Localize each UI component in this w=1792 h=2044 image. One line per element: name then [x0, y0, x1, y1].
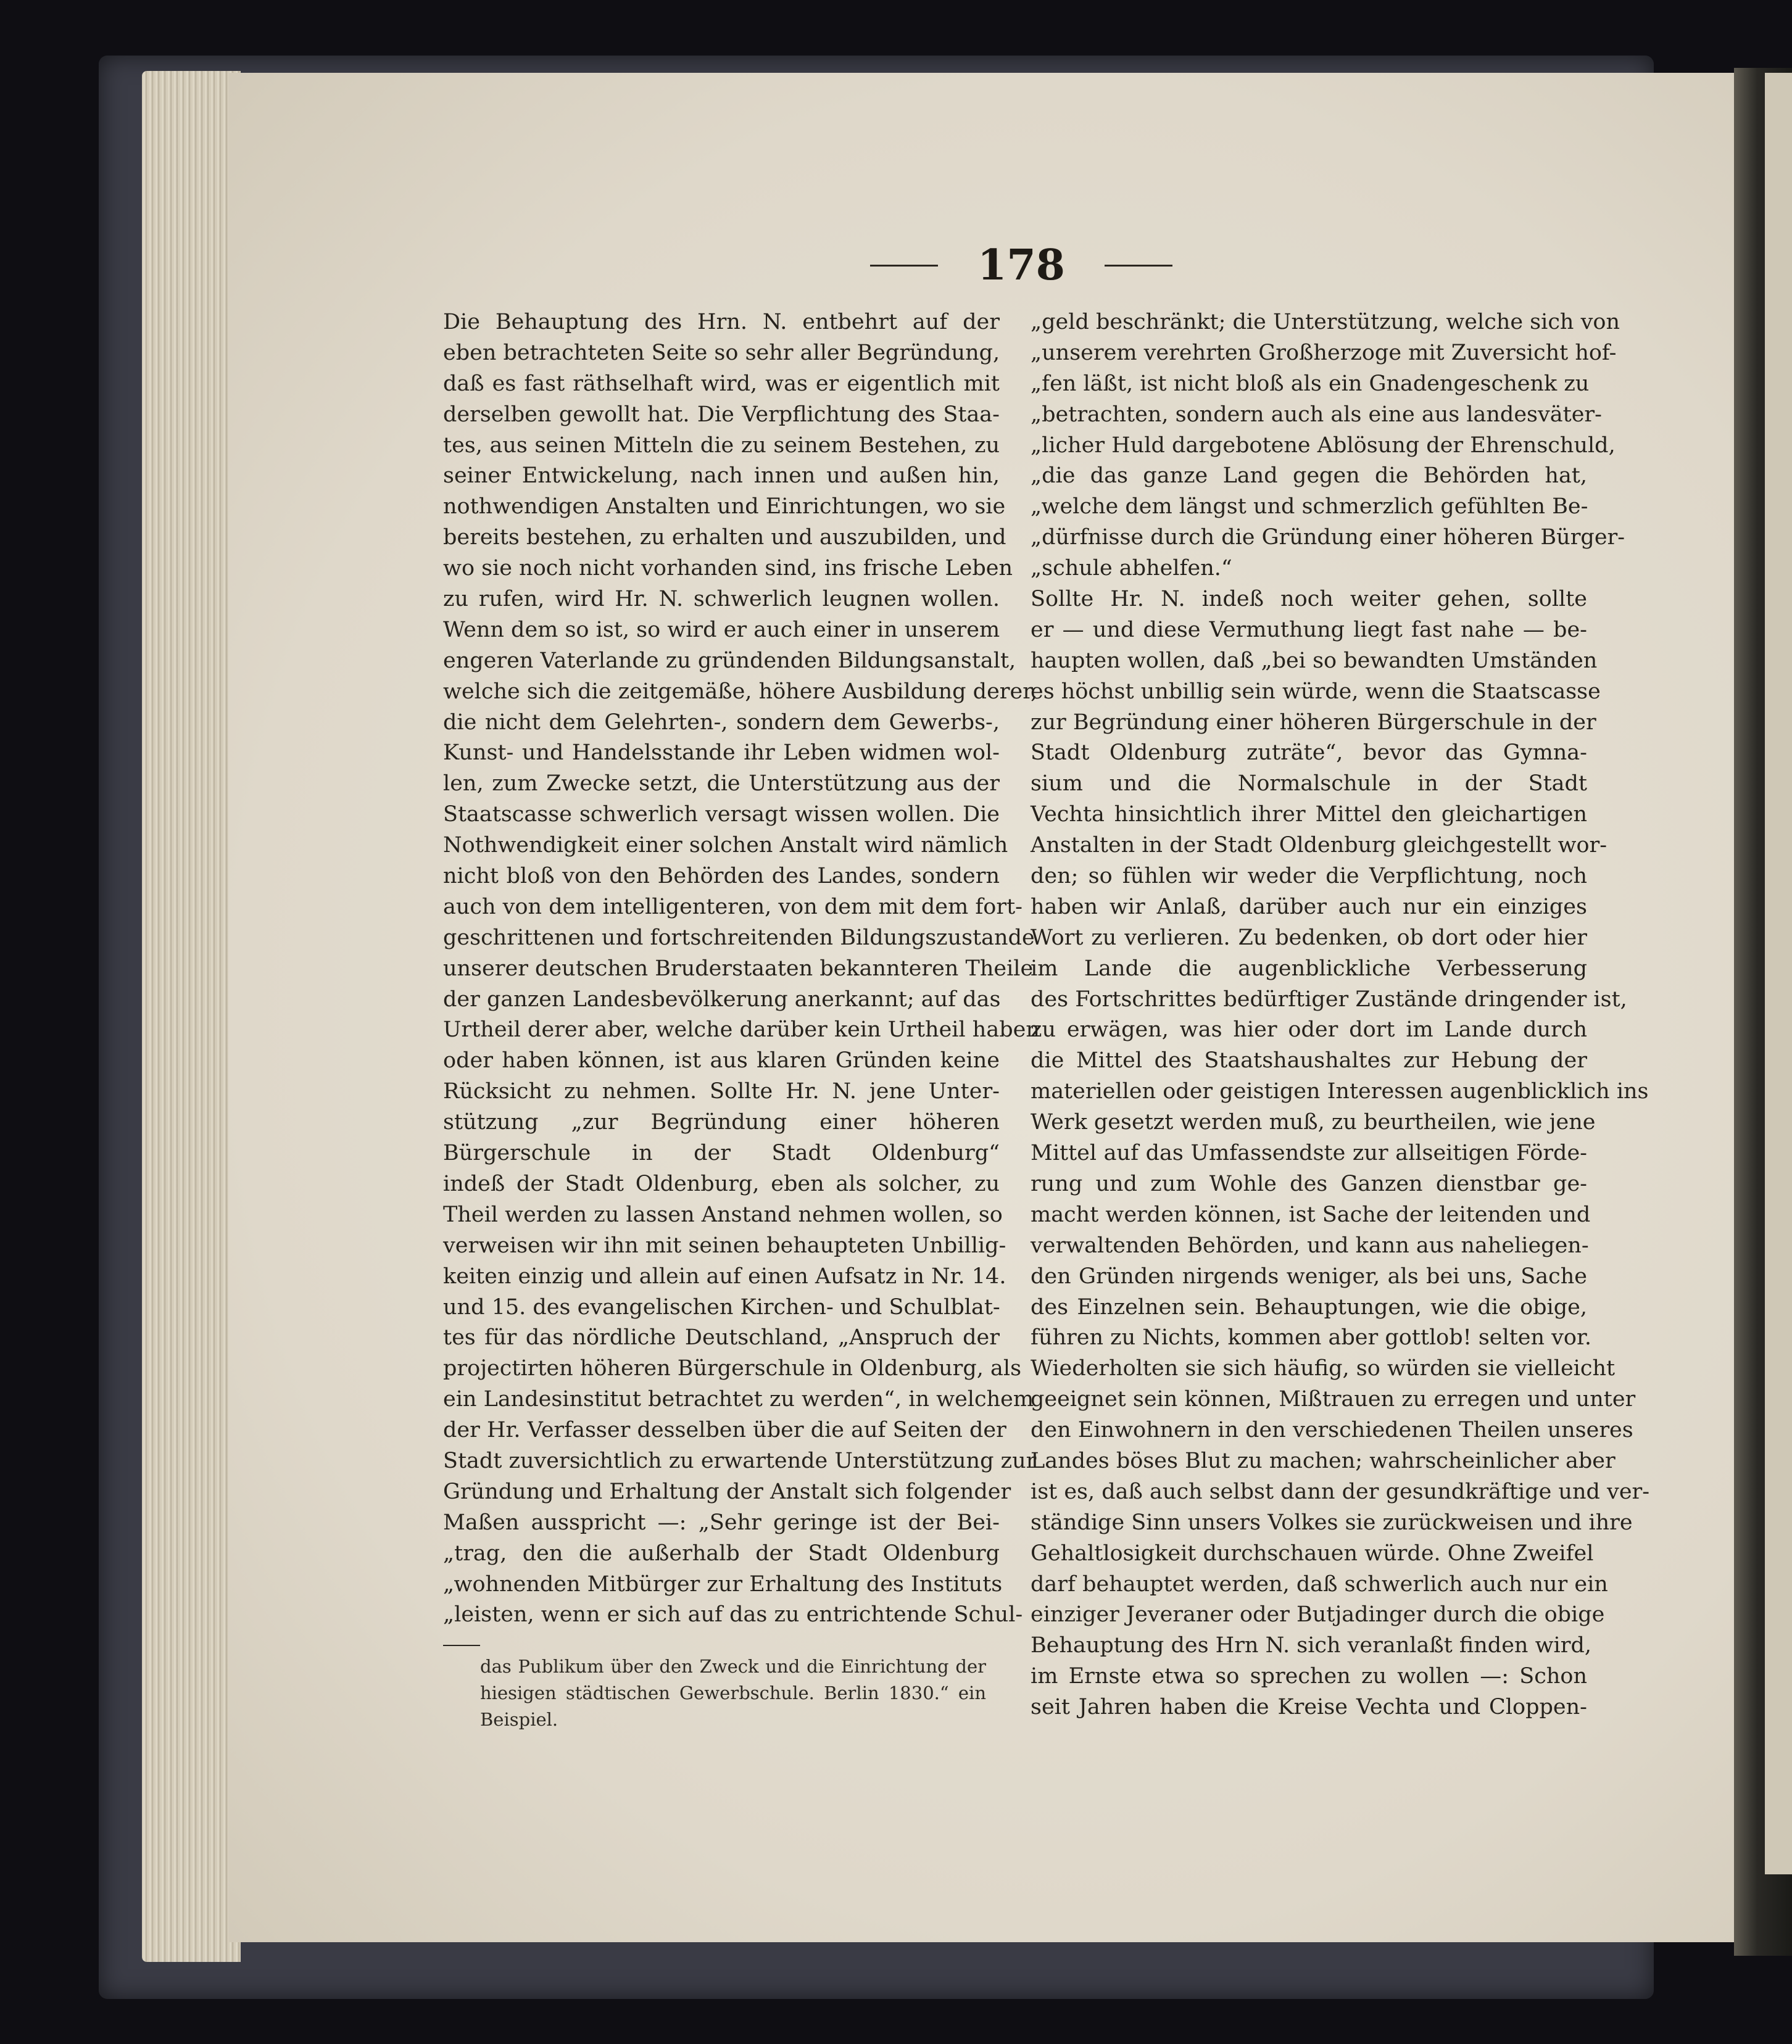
text-line: geeignet sein können, Mißtrauen zu erregen und unter — [1031, 1387, 1636, 1412]
text-line: den; so fühlen wir weder die Verpflichtung, noch — [1031, 864, 1587, 889]
text-line: zu erwägen, was hier oder dort im Lande durch — [1031, 1017, 1587, 1043]
text-line: oder haben können, ist aus klaren Gründen keine — [443, 1048, 1000, 1074]
text-line: verwaltenden Behörden, und kann aus naheliegen- — [1031, 1233, 1589, 1258]
text-line: „licher Huld dargebotene Ablösung der Ehrenschuld, — [1031, 432, 1616, 458]
text-line: Wort zu verlieren. Zu bedenken, ob dort oder hier — [1031, 925, 1587, 950]
text-line: „leisten, wenn er sich auf das zu entrichtende Schul- — [443, 1602, 1023, 1628]
text-line: im Ernste etwa so sprechen zu wollen —: Schon — [1031, 1664, 1587, 1689]
text-line: geschrittenen und fortschreitenden Bildungszustande — [443, 925, 1035, 950]
text-line: ist es, daß auch selbst dann der gesundkräftige und ver- — [1031, 1479, 1650, 1504]
footnote-rule — [443, 1645, 480, 1646]
text-line: hiesigen städtischen Gewerbschule. Berlin 1830.“ ein — [480, 1682, 986, 1703]
text-line: darf behauptet werden, daß schwerlich auch nur ein — [1031, 1571, 1608, 1597]
text-line: daß es fast räthselhaft wird, was er eigentlich mit — [443, 371, 1000, 396]
text-line: Beispiel. — [480, 1709, 558, 1730]
text-line: „unserem verehrten Großherzoge mit Zuversicht hof- — [1031, 340, 1617, 365]
text-line: „fen läßt, ist nicht bloß als ein Gnadengeschenk zu — [1031, 371, 1590, 396]
text-line: Bürgerschule in der Stadt Oldenburg“ — [443, 1141, 1000, 1166]
text-line: rung und zum Wohle des Ganzen dienstbar ge- — [1031, 1171, 1587, 1196]
text-line: Mittel auf das Umfassendste zur allseitigen Förde- — [1031, 1141, 1587, 1166]
text-line: Theil werden zu lassen Anstand nehmen wollen, so — [443, 1202, 1003, 1227]
text-line: des Einzelnen sein. Behauptungen, wie die obige, — [1031, 1294, 1587, 1320]
text-line: stützung „zur Begründung einer höheren — [443, 1110, 1000, 1135]
text-line: „dürfnisse durch die Gründung einer höheren Bürger- — [1031, 525, 1625, 550]
text-line: Urtheil derer aber, welche darüber kein Urtheil haben — [443, 1017, 1040, 1043]
page-number: 178 — [977, 241, 1065, 290]
text-line: „welche dem längst und schmerzlich gefühlten Be- — [1031, 494, 1588, 519]
text-line: Nothwendigkeit einer solchen Anstalt wird nämlich — [443, 833, 1008, 858]
text-line: ständige Sinn unsers Volkes sie zurückweisen und ihre — [1031, 1510, 1633, 1535]
text-line: bereits bestehen, zu erhalten und auszubilden, und — [443, 525, 1006, 550]
text-line: keiten einzig und allein auf einen Aufsatz in Nr. 14. — [443, 1264, 1006, 1289]
text-line: tes, aus seinen Mitteln die zu seinem Bestehen, zu — [443, 432, 1000, 458]
text-line: Kunst- und Handelsstande ihr Leben widmen wol- — [443, 740, 1000, 766]
text-line: Anstalten in der Stadt Oldenburg gleichgestellt wor- — [1031, 833, 1607, 858]
text-line: seit Jahren haben die Kreise Vechta und Cloppen- — [1031, 1695, 1587, 1720]
text-line: es höchst unbillig sein würde, wenn die Staatscasse — [1031, 679, 1601, 704]
text-line: Rücksicht zu nehmen. Sollte Hr. N. jene Unter- — [443, 1079, 1000, 1104]
text-line: haben wir Anlaß, darüber auch nur ein einziges — [1031, 894, 1587, 919]
text-line: „die das ganze Land gegen die Behörden hat, — [1031, 463, 1587, 489]
text-line: „schule abhelfen.“ — [1031, 556, 1232, 581]
text-line: Wenn dem so ist, so wird er auch einer in unserem — [443, 617, 1000, 642]
text-line: einziger Jeveraner oder Butjadinger durch die obige — [1031, 1602, 1605, 1628]
text-line: Behauptung des Hrn N. sich veranlaßt finden wird, — [1031, 1633, 1591, 1658]
left-text-column — [443, 307, 1040, 1631]
text-line: das Publikum über den Zweck und die Einrichtung der — [480, 1656, 986, 1677]
text-line: haupten wollen, daß „bei so bewandten Umständen — [1031, 648, 1598, 673]
text-line: wo sie noch nicht vorhanden sind, ins frische Leben — [443, 556, 1013, 581]
page-header — [870, 238, 1172, 293]
text-line: eben betrachteten Seite so sehr aller Begründung, — [443, 340, 1000, 365]
text-line: führen zu Nichts, kommen aber gottlob! selten vor. — [1031, 1325, 1592, 1351]
text-line: Vechta hinsichtlich ihrer Mittel den gleichartigen — [1031, 802, 1587, 827]
text-line: indeß der Stadt Oldenburg, eben als solcher, zu — [443, 1171, 1000, 1196]
text-line: Stadt Oldenburg zuträte“, bevor das Gymna- — [1031, 740, 1587, 766]
text-line: Gehaltlosigkeit durchschauen würde. Ohne Zweifel — [1031, 1541, 1594, 1566]
text-line: Maßen ausspricht —: „Sehr geringe ist der Bei- — [443, 1510, 1000, 1535]
text-line: den Einwohnern in den verschiedenen Theilen unseres — [1031, 1418, 1633, 1443]
text-line: „trag, den die außerhalb der Stadt Oldenburg — [443, 1541, 1000, 1566]
text-line: projectirten höheren Bürgerschule in Oldenburg, als — [443, 1356, 1022, 1381]
text-line: engeren Vaterlande zu gründenden Bildungsanstalt, — [443, 648, 1016, 673]
text-line: materiellen oder geistigen Interessen augenblicklich ins — [1031, 1079, 1649, 1104]
text-line: verweisen wir ihn mit seinen behaupteten Unbillig- — [443, 1233, 1006, 1258]
next-page-edge — [1765, 73, 1792, 1874]
text-line: Die Behauptung des Hrn. N. entbehrt auf der — [443, 310, 1000, 334]
right-text-column — [1031, 307, 1650, 1723]
text-line: „betrachten, sondern auch als eine aus landesväter- — [1031, 402, 1602, 427]
text-line: derselben gewollt hat. Die Verpflichtung des Staa- — [443, 402, 1000, 427]
text-line: seiner Entwickelung, nach innen und außen hin, — [443, 463, 1000, 489]
text-line: unserer deutschen Bruderstaaten bekannteren Theile — [443, 956, 1034, 981]
page-edges — [142, 71, 241, 1962]
text-line: im Lande die augenblickliche Verbesserung — [1031, 956, 1587, 981]
text-line: ein Landesinstitut betrachtet zu werden“, in welchem — [443, 1387, 1034, 1412]
footnote — [480, 1653, 986, 1733]
text-line: „wohnenden Mitbürger zur Erhaltung des Instituts — [443, 1571, 1003, 1597]
text-line: die Mittel des Staatshaushaltes zur Hebung der — [1031, 1048, 1587, 1074]
text-line: auch von dem intelligenteren, von dem mit dem fort- — [443, 894, 1023, 919]
text-line: Stadt zuversichtlich zu erwartende Unterstützung zur — [443, 1448, 1037, 1473]
header-rule-right — [1105, 265, 1172, 267]
text-line: welche sich die zeitgemäße, höhere Ausbildung derer, — [443, 679, 1038, 704]
text-line: den Gründen nirgends weniger, als bei uns, Sache — [1031, 1264, 1587, 1289]
text-line: Landes böses Blut zu machen; wahrscheinlicher aber — [1031, 1448, 1616, 1473]
text-line: er — und diese Vermuthung liegt fast nahe — be- — [1031, 617, 1587, 642]
text-line: Staatscasse schwerlich versagt wissen wollen. Die — [443, 802, 1000, 827]
text-line: des Fortschrittes bedürftiger Zustände dringender ist, — [1031, 987, 1627, 1012]
text-line: die nicht dem Gelehrten-, sondern dem Gewerbs-, — [443, 710, 1000, 735]
text-line: Sollte Hr. N. indeß noch weiter gehen, sollte — [1031, 587, 1587, 612]
text-line: nicht bloß von den Behörden des Landes, sondern — [443, 864, 1000, 889]
text-line: Werk gesetzt werden muß, zu beurtheilen, wie jene — [1031, 1110, 1596, 1135]
text-line: len, zum Zwecke setzt, die Unterstützung aus der — [443, 771, 1000, 796]
text-line: macht werden können, ist Sache der leitenden und — [1031, 1202, 1591, 1227]
text-line: zur Begründung einer höheren Bürgerschule in der — [1031, 710, 1596, 735]
text-line: tes für das nördliche Deutschland, „Anspruch der — [443, 1325, 1000, 1351]
text-line: und 15. des evangelischen Kirchen- und Schulblat- — [443, 1294, 1000, 1320]
text-line: sium und die Normalschule in der Stadt — [1031, 771, 1587, 796]
text-line: zu rufen, wird Hr. N. schwerlich leugnen wollen. — [443, 587, 1000, 612]
text-line: „geld beschränkt; die Unterstützung, welche sich von — [1031, 310, 1620, 334]
text-line: Wiederholten sie sich häufig, so würden sie vielleicht — [1031, 1356, 1616, 1381]
text-line: nothwendigen Anstalten und Einrichtungen, wo sie — [443, 494, 1006, 519]
text-line: der ganzen Landesbevölkerung anerkannt; auf das — [443, 987, 1001, 1012]
text-line: der Hr. Verfasser desselben über die auf Seiten der — [443, 1418, 1006, 1443]
text-line: Gründung und Erhaltung der Anstalt sich folgender — [443, 1479, 1011, 1504]
